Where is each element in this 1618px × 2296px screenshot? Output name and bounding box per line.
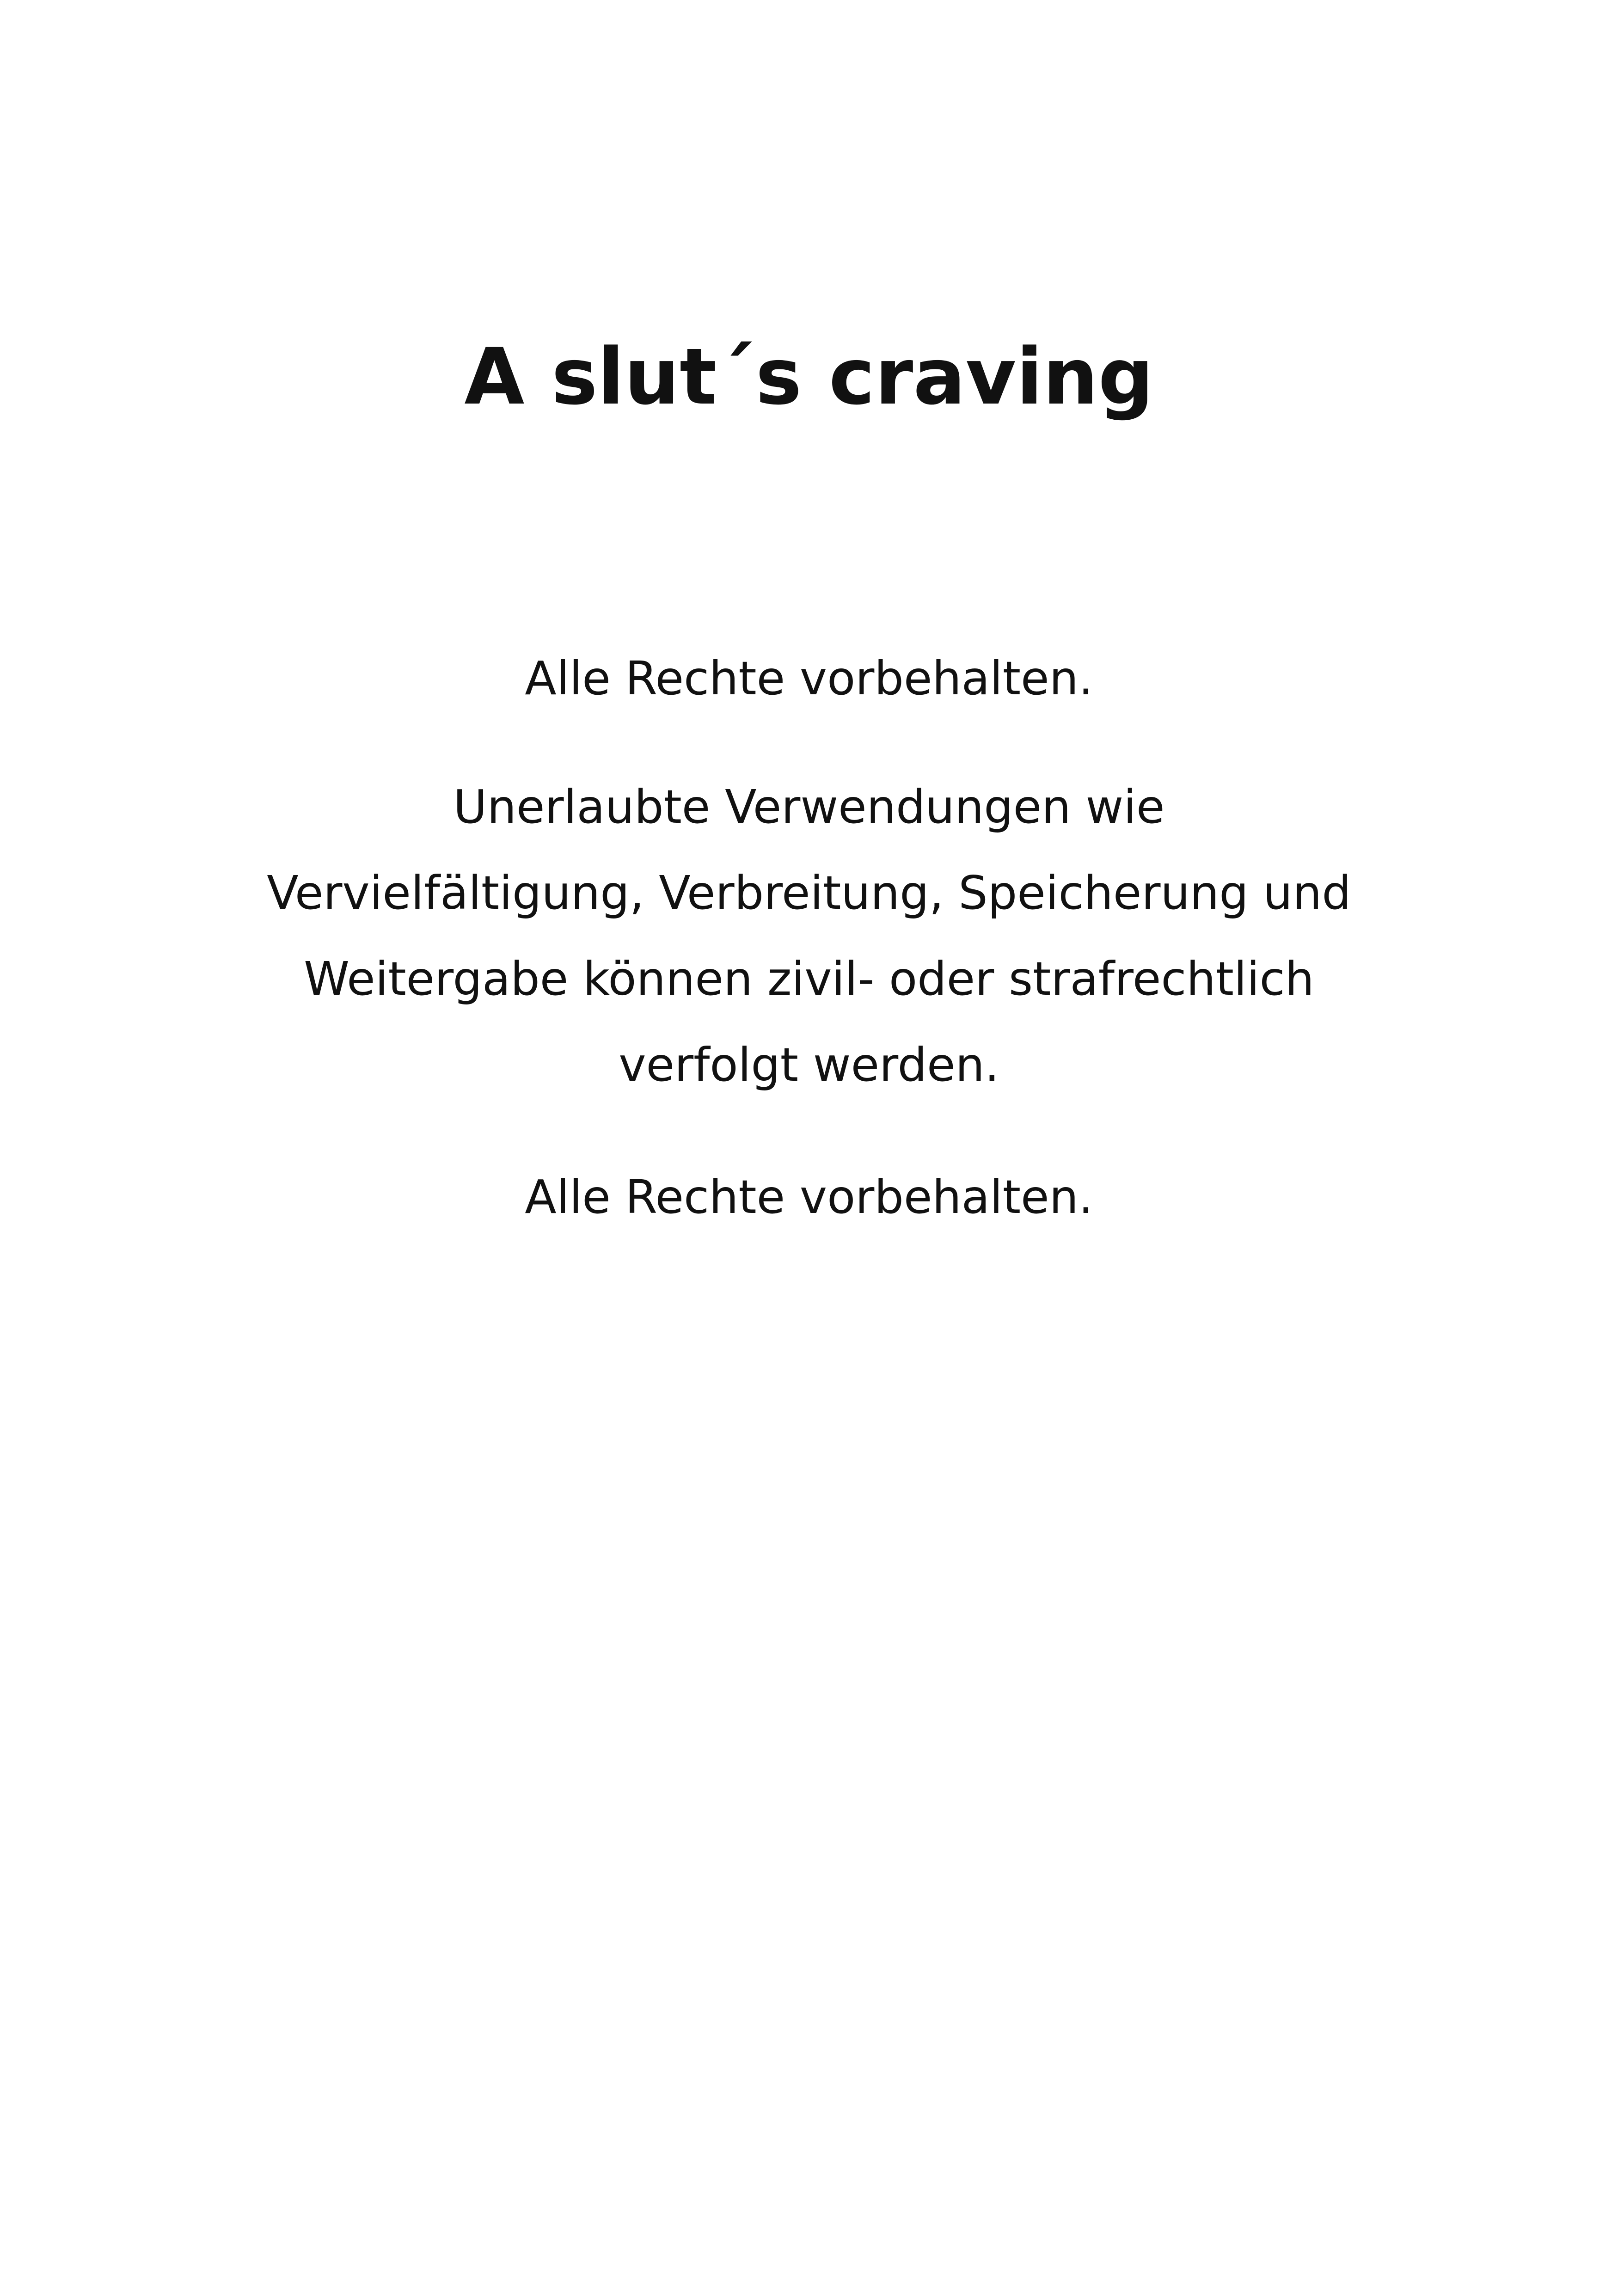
warning-line-4: verfolgt werden. xyxy=(619,1038,999,1092)
page-title: A slut´s craving xyxy=(464,331,1154,422)
warning-line-2: Vervielfältigung, Verbreitung, Speicherung und xyxy=(267,866,1351,920)
rights-notice-top: Alle Rechte vorbehalten. xyxy=(525,651,1093,705)
warning-line-3: Weitergabe können zivil- oder strafrechtlich xyxy=(304,952,1314,1006)
warning-line-1: Unerlaubte Verwendungen wie xyxy=(453,780,1165,834)
rights-notice-bottom: Alle Rechte vorbehalten. xyxy=(525,1170,1093,1224)
